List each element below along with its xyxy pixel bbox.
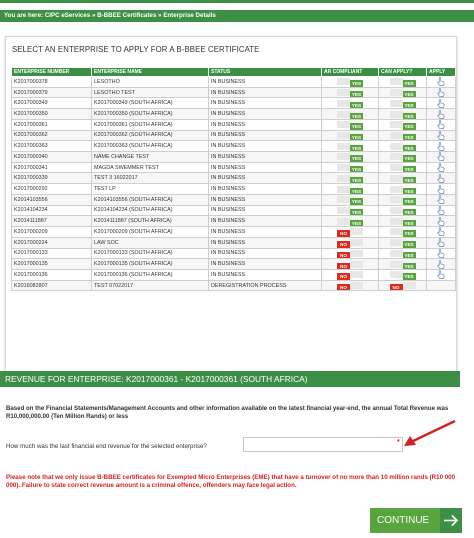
can-toggle: YES: [390, 271, 416, 278]
cell-ar-compliant: [322, 162, 379, 173]
cell-ar-compliant: [322, 269, 379, 280]
table-row: [12, 87, 456, 98]
can-toggle: YES: [390, 175, 416, 182]
table-row: [12, 194, 456, 205]
cell-status: IN BUSINESS: [209, 141, 322, 152]
cell-ar-compliant: [322, 130, 379, 141]
ar-toggle: YES: [337, 186, 363, 193]
cell-apply[interactable]: [427, 259, 456, 270]
cell-can-apply: [379, 77, 427, 88]
cell-enterprise-name: LESOTHO TEST: [92, 87, 209, 98]
pointer-hand-icon[interactable]: [437, 90, 445, 96]
cell-apply[interactable]: [427, 130, 456, 141]
table-row: [12, 130, 456, 141]
can-toggle: YES: [390, 153, 416, 160]
can-toggle: YES: [390, 218, 416, 225]
pointer-hand-icon[interactable]: [437, 111, 445, 117]
can-toggle: YES: [390, 164, 416, 171]
cell-enterprise-number: K2017000136: [12, 269, 92, 280]
cell-can-apply: [379, 216, 427, 227]
can-toggle: YES: [390, 207, 416, 214]
can-toggle: YES: [390, 261, 416, 268]
pointer-hand-icon[interactable]: [437, 240, 445, 246]
cell-status: IN BUSINESS: [209, 109, 322, 120]
cell-can-apply: [379, 248, 427, 259]
cell-can-apply: [379, 109, 427, 120]
cell-apply[interactable]: [427, 269, 456, 280]
cell-ar-compliant: [322, 248, 379, 259]
cell-ar-compliant: [322, 98, 379, 109]
cell-ar-compliant: [322, 152, 379, 163]
cell-apply[interactable]: [427, 194, 456, 205]
cell-can-apply: [379, 130, 427, 141]
pointer-hand-icon[interactable]: [437, 144, 445, 150]
cell-status: IN BUSINESS: [209, 237, 322, 248]
pointer-hand-icon[interactable]: [437, 122, 445, 128]
cell-can-apply: [379, 152, 427, 163]
cell-enterprise-name: LESOTHO: [92, 77, 209, 88]
required-marker: *: [397, 439, 400, 446]
red-arrow-annotation: [402, 418, 458, 448]
revenue-input[interactable]: [243, 437, 403, 452]
cell-enterprise-name: K2017000363 (SOUTH AFRICA): [92, 141, 209, 152]
header-status: STATUS: [209, 68, 322, 77]
cell-status: IN BUSINESS: [209, 162, 322, 173]
ar-toggle: YES: [337, 164, 363, 171]
breadcrumb-current: Enterprise Details: [163, 12, 216, 19]
cell-can-apply: [379, 162, 427, 173]
cell-ar-compliant: [322, 280, 379, 291]
ar-toggle: YES: [337, 143, 363, 150]
table-row: [12, 259, 456, 270]
cell-enterprise-number: K2014104234: [12, 205, 92, 216]
cell-ar-compliant: [322, 87, 379, 98]
cell-can-apply: [379, 280, 427, 291]
enterprise-table: [11, 67, 456, 291]
cell-can-apply: [379, 237, 427, 248]
cell-enterprise-name: K2014104234 (SOUTH AFRICA): [92, 205, 209, 216]
revenue-question: How much was the last financial end revenue for the selected enterprise?: [6, 443, 207, 450]
cell-status: IN BUSINESS: [209, 248, 322, 259]
cell-ar-compliant: [322, 227, 379, 238]
cell-enterprise-number: K2017000224: [12, 237, 92, 248]
cell-ar-compliant: [322, 194, 379, 205]
table-row: [12, 98, 456, 109]
ar-toggle: YES: [337, 218, 363, 225]
ar-toggle: YES: [337, 89, 363, 96]
cell-apply[interactable]: [427, 87, 456, 98]
cell-enterprise-number: K2017000349: [12, 98, 92, 109]
cell-apply: [427, 280, 456, 291]
pointer-hand-icon[interactable]: [437, 176, 445, 182]
cell-enterprise-number: K2017000378: [12, 77, 92, 88]
cell-apply[interactable]: [427, 119, 456, 130]
ar-toggle: NO: [337, 282, 363, 289]
ar-toggle: YES: [337, 153, 363, 160]
pointer-hand-icon[interactable]: [437, 165, 445, 171]
cell-enterprise-number: K2017000339: [12, 173, 92, 184]
eme-warning-note: Please note that we only issue B-BBEE certificates for Exempted Micro Enterprises (EME) that have a turnover of no more than 10 million rands (R10 000 000). Failure to state correct revenue amount is a criminal offence, offenders may face legal action.: [6, 474, 456, 489]
cell-ar-compliant: [322, 184, 379, 195]
cell-enterprise-number: K2016082807: [12, 280, 92, 291]
cell-status: IN BUSINESS: [209, 194, 322, 205]
table-row: [12, 205, 456, 216]
cell-status: IN BUSINESS: [209, 269, 322, 280]
cell-can-apply: [379, 269, 427, 280]
table-row: [12, 269, 456, 280]
continue-label: CONTINUE: [377, 515, 430, 526]
cell-enterprise-number: K2014111887: [12, 216, 92, 227]
cell-apply[interactable]: [427, 109, 456, 120]
ar-toggle: YES: [337, 196, 363, 203]
cell-apply[interactable]: [427, 216, 456, 227]
breadcrumb-link-eservices[interactable]: CIPC eServices: [44, 12, 91, 19]
cell-ar-compliant: [322, 77, 379, 88]
table-row: [12, 237, 456, 248]
cell-ar-compliant: [322, 216, 379, 227]
ar-toggle: NO: [337, 228, 363, 235]
cell-apply[interactable]: [427, 162, 456, 173]
can-toggle: YES: [390, 186, 416, 193]
ar-toggle: YES: [337, 121, 363, 128]
cell-status: IN BUSINESS: [209, 119, 322, 130]
can-toggle: YES: [390, 228, 416, 235]
cell-enterprise-name: TEST 3 16022017: [92, 173, 209, 184]
pointer-hand-icon[interactable]: [437, 101, 445, 107]
cell-can-apply: [379, 98, 427, 109]
pointer-hand-icon[interactable]: [437, 133, 445, 139]
cell-enterprise-name: K2017000350 (SOUTH AFRICA): [92, 109, 209, 120]
cell-apply[interactable]: [427, 152, 456, 163]
cell-apply[interactable]: [427, 77, 456, 88]
cell-status: IN BUSINESS: [209, 184, 322, 195]
cell-enterprise-name: K2017000349 (SOUTH AFRICA): [92, 98, 209, 109]
ar-toggle: NO: [337, 250, 363, 257]
table-row: [12, 248, 456, 259]
breadcrumb: [0, 10, 474, 22]
cell-can-apply: [379, 205, 427, 216]
cell-enterprise-number: K2017000292: [12, 184, 92, 195]
can-toggle: YES: [390, 121, 416, 128]
header-enterprise-number: ENTERPRISE NUMBER: [12, 68, 92, 77]
pointer-hand-icon[interactable]: [437, 272, 445, 278]
cell-enterprise-number: K2017000361: [12, 119, 92, 130]
cell-apply[interactable]: [427, 248, 456, 259]
cell-enterprise-number: K2017000362: [12, 130, 92, 141]
cell-enterprise-number: K2017000341: [12, 162, 92, 173]
can-toggle: YES: [390, 132, 416, 139]
breadcrumb-separator: »: [91, 12, 96, 19]
pointer-hand-icon[interactable]: [437, 262, 445, 268]
top-strip: [0, 0, 474, 3]
cell-status: IN BUSINESS: [209, 259, 322, 270]
header-can-apply: CAN APPLY?: [379, 68, 427, 77]
revenue-info-text: Based on the Financial Statements/Management Accounts and other information available on the latest financial year-end, the annual Total Revenue was R10,000,000.00 (Ten Million Rands) or less: [6, 405, 449, 420]
cell-status: IN BUSINESS: [209, 216, 322, 227]
cell-ar-compliant: [322, 237, 379, 248]
can-toggle: NO: [390, 282, 416, 289]
pointer-hand-icon[interactable]: [437, 208, 445, 214]
cell-can-apply: [379, 119, 427, 130]
can-toggle: YES: [390, 78, 416, 85]
cell-status: IN BUSINESS: [209, 130, 322, 141]
cell-enterprise-name: MAGDA SWEMMER TEST: [92, 162, 209, 173]
can-toggle: YES: [390, 250, 416, 257]
pointer-hand-icon[interactable]: [437, 186, 445, 192]
cell-apply[interactable]: [427, 227, 456, 238]
table-row: [12, 141, 456, 152]
table-row: [12, 227, 456, 238]
cell-can-apply: [379, 184, 427, 195]
table-row: [12, 152, 456, 163]
ar-toggle: YES: [337, 207, 363, 214]
cell-enterprise-name: K2017000362 (SOUTH AFRICA): [92, 130, 209, 141]
cell-enterprise-number: K2017000363: [12, 141, 92, 152]
can-toggle: YES: [390, 89, 416, 96]
cell-apply[interactable]: [427, 184, 456, 195]
continue-button[interactable]: [370, 508, 462, 533]
panel-title: SELECT AN ENTERPRISE TO APPLY FOR A B-BBEE CERTIFICATE: [12, 45, 260, 54]
cell-ar-compliant: [322, 109, 379, 120]
header-ar-compliant: AR COMPLIANT: [322, 68, 379, 77]
cell-status: IN BUSINESS: [209, 152, 322, 163]
ar-toggle: YES: [337, 100, 363, 107]
cell-apply[interactable]: [427, 205, 456, 216]
table-row: [12, 280, 456, 291]
pointer-hand-icon[interactable]: [437, 229, 445, 235]
cell-enterprise-number: K2017000350: [12, 109, 92, 120]
cell-enterprise-number: K2017000340: [12, 152, 92, 163]
pointer-hand-icon[interactable]: [437, 79, 445, 85]
arrow-right-icon: [440, 508, 462, 533]
cell-enterprise-name: K2017000135 (SOUTH AFRICA): [92, 259, 209, 270]
pointer-hand-icon[interactable]: [437, 154, 445, 160]
cell-enterprise-name: K2014103556 (SOUTH AFRICA): [92, 194, 209, 205]
cell-enterprise-name: K2014111887 (SOUTH AFRICA): [92, 216, 209, 227]
pointer-hand-icon[interactable]: [437, 251, 445, 257]
cell-ar-compliant: [322, 173, 379, 184]
cell-status: IN BUSINESS: [209, 77, 322, 88]
cell-status: IN BUSINESS: [209, 205, 322, 216]
cell-enterprise-name: K2017000209 (SOUTH AFRICA): [92, 227, 209, 238]
cell-enterprise-number: K2017000379: [12, 87, 92, 98]
cell-apply[interactable]: [427, 98, 456, 109]
ar-toggle: YES: [337, 78, 363, 85]
cell-ar-compliant: [322, 141, 379, 152]
can-toggle: YES: [390, 143, 416, 150]
revenue-section-title: REVENUE FOR ENTERPRISE: K2017000361 - K2017000361 (SOUTH AFRICA): [0, 371, 460, 387]
enterprise-panel: [5, 36, 457, 376]
breadcrumb-link-bbbee[interactable]: B-BBEE Certificates: [97, 12, 157, 19]
cell-can-apply: [379, 87, 427, 98]
cell-enterprise-name: K2017000361 (SOUTH AFRICA): [92, 119, 209, 130]
cell-enterprise-name: TEST LP: [92, 184, 209, 195]
cell-enterprise-name: LAW SOC: [92, 237, 209, 248]
cell-status: IN BUSINESS: [209, 173, 322, 184]
cell-can-apply: [379, 227, 427, 238]
cell-can-apply: [379, 194, 427, 205]
cell-enterprise-number: K2014103556: [12, 194, 92, 205]
cell-apply[interactable]: [427, 173, 456, 184]
cell-ar-compliant: [322, 205, 379, 216]
can-toggle: YES: [390, 100, 416, 107]
cell-enterprise-number: K2017000135: [12, 259, 92, 270]
cell-enterprise-name: NAME CHANGE TEST: [92, 152, 209, 163]
breadcrumb-prefix: You are here:: [4, 12, 44, 19]
table-row: [12, 119, 456, 130]
cell-status: DEREGISTRATION PROCESS: [209, 280, 322, 291]
cell-ar-compliant: [322, 119, 379, 130]
cell-enterprise-number: K2017000133: [12, 248, 92, 259]
can-toggle: YES: [390, 111, 416, 118]
table-row: [12, 109, 456, 120]
ar-toggle: YES: [337, 111, 363, 118]
cell-enterprise-number: K2017000209: [12, 227, 92, 238]
can-toggle: YES: [390, 239, 416, 246]
cell-enterprise-name: K2017000136 (SOUTH AFRICA): [92, 269, 209, 280]
ar-toggle: YES: [337, 175, 363, 182]
cell-can-apply: [379, 141, 427, 152]
table-row: [12, 184, 456, 195]
table-row: [12, 173, 456, 184]
table-row: [12, 162, 456, 173]
table-row: [12, 77, 456, 88]
ar-toggle: NO: [337, 271, 363, 278]
cell-enterprise-name: K2017000133 (SOUTH AFRICA): [92, 248, 209, 259]
ar-toggle: YES: [337, 132, 363, 139]
cell-can-apply: [379, 173, 427, 184]
breadcrumb-separator: »: [158, 12, 162, 19]
header-apply: APPLY: [427, 68, 456, 77]
can-toggle: YES: [390, 196, 416, 203]
cell-enterprise-name: TEST 07022017: [92, 280, 209, 291]
cell-status: IN BUSINESS: [209, 87, 322, 98]
cell-apply[interactable]: [427, 237, 456, 248]
cell-apply[interactable]: [427, 141, 456, 152]
table-row: [12, 216, 456, 227]
pointer-hand-icon[interactable]: [437, 197, 445, 203]
cell-can-apply: [379, 259, 427, 270]
cell-status: IN BUSINESS: [209, 227, 322, 238]
ar-toggle: NO: [337, 239, 363, 246]
cell-ar-compliant: [322, 259, 379, 270]
table-header-row: [12, 68, 456, 77]
header-enterprise-name: ENTERPRISE NAME: [92, 68, 209, 77]
pointer-hand-icon[interactable]: [437, 219, 445, 225]
ar-toggle: NO: [337, 261, 363, 268]
cell-status: IN BUSINESS: [209, 98, 322, 109]
